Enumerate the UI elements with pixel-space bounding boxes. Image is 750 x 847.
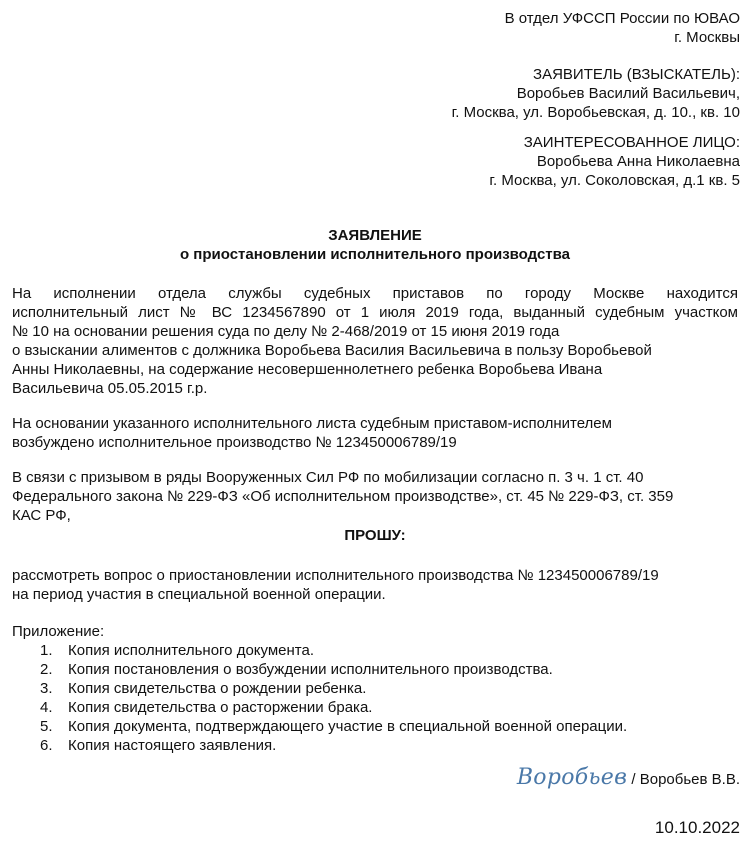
list-item xyxy=(40,698,627,717)
recipient-line-2: г. Москвы xyxy=(674,29,740,46)
list-item xyxy=(40,679,627,698)
paragraph-line: КАС РФ, xyxy=(12,507,71,524)
paragraph-line: на период участия в специальной военной операции. xyxy=(12,586,386,603)
list-item xyxy=(40,641,627,660)
interested-party-title: ЗАИНТЕРЕСОВАННОЕ ЛИЦО: xyxy=(523,134,740,151)
applicant-block xyxy=(452,65,740,122)
paragraph-line: исполнительный лист № ВС 1234567890 от 1 июля 2019 года, выданный судебным участком xyxy=(12,304,738,321)
interested-party-name: Воробьева Анна Николаевна xyxy=(536,153,740,170)
signature-printed-name: Воробьев В.В. xyxy=(639,771,740,788)
applicant-title: ЗАЯВИТЕЛЬ (ВЗЫСКАТЕЛЬ): xyxy=(533,66,740,83)
list-item xyxy=(40,717,627,736)
list-item-number: 1. xyxy=(40,642,53,659)
interested-party-block xyxy=(489,133,740,190)
paragraph-line: Васильевича 05.05.2015 г.р. xyxy=(12,380,208,397)
paragraph-line: На исполнении отдела службы судебных приставов по городу Москве находится xyxy=(12,285,738,302)
document-title: ЗАЯВЛЕНИЕ xyxy=(328,227,422,244)
list-item xyxy=(40,660,627,679)
list-item-text: Копия настоящего заявления. xyxy=(68,737,277,754)
applicant-name: Воробьев Василий Васильевич, xyxy=(516,85,740,102)
paragraph-line: о взыскании алиментов с должника Воробьева Василия Васильевича в пользу Воробьевой xyxy=(12,342,652,359)
paragraph-request xyxy=(12,566,738,604)
list-item-number: 2. xyxy=(40,661,53,678)
paragraph-line: Анны Николаевны, на содержание несовершеннолетнего ребенка Воробьева Ивана xyxy=(12,361,603,378)
document-date: 10.10.2022 xyxy=(654,818,740,837)
list-item-text: Копия свидетельства о рождении ребенка. xyxy=(68,680,367,697)
interested-party-address: г. Москва, ул. Соколовская, д.1 кв. 5 xyxy=(489,172,740,189)
paragraph-enforcement-details xyxy=(12,284,738,398)
list-item-number: 4. xyxy=(40,699,53,716)
applicant-address: г. Москва, ул. Воробьевская, д. 10., кв. 10 xyxy=(451,104,740,121)
request-heading: ПРОШУ: xyxy=(344,527,406,544)
paragraph-line: Федерального закона № 229-ФЗ «Об исполнительном производстве», ст. 45 № 229-ФЗ, ст. 359 xyxy=(12,488,674,505)
attachments-heading: Приложение: xyxy=(12,623,105,640)
recipient-block xyxy=(505,9,740,47)
list-item-number: 3. xyxy=(40,680,53,697)
signature-block xyxy=(516,765,740,790)
list-item-text: Копия свидетельства о расторжении брака. xyxy=(68,699,373,716)
recipient-line-1: В отдел УФССП России по ЮВАО xyxy=(504,10,740,27)
list-item-text: Копия документа, подтверждающего участие в специальной военной операции. xyxy=(68,718,628,735)
list-item-number: 6. xyxy=(40,737,53,754)
paragraph-line: На основании указанного исполнительного листа судебным приставом-исполнителем xyxy=(12,415,612,432)
paragraph-line: № 10 на основании решения суда по делу № 2-468/2019 от 15 июня 2019 года xyxy=(12,323,560,340)
handwritten-signature: Воробьев xyxy=(516,765,628,790)
list-item-number: 5. xyxy=(40,718,53,735)
list-item-text: Копия исполнительного документа. xyxy=(68,642,314,659)
paragraph-grounds xyxy=(12,468,738,525)
list-item xyxy=(40,736,627,755)
list-item-text: Копия постановления о возбуждении исполнительного производства. xyxy=(68,661,553,678)
paragraph-line: возбуждено исполнительное производство № 123450006789/19 xyxy=(12,434,457,451)
attachments-list xyxy=(40,641,627,755)
paragraph-proceedings xyxy=(12,414,738,452)
document-subtitle: о приостановлении исполнительного производства xyxy=(179,246,571,263)
signature-separator: / xyxy=(631,771,636,788)
paragraph-line: В связи с призывом в ряды Вооруженных Сил РФ по мобилизации согласно п. 3 ч. 1 ст. 40 xyxy=(12,469,644,486)
paragraph-line: рассмотреть вопрос о приостановлении исполнительного производства № 123450006789/19 xyxy=(12,567,659,584)
